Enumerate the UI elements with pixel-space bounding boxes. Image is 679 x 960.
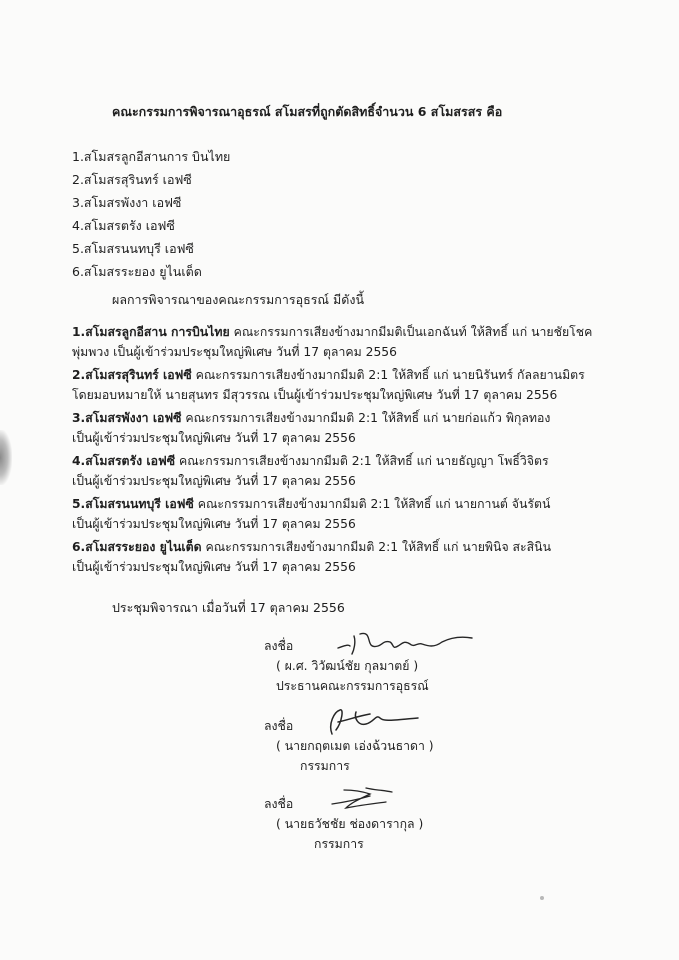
result-text-continued: โดยมอบหมายให้ นายสุนทร มีสุวรรณ เป็นผู้เข้าร่วมประชุมใหญ่พิเศษ วันที่ 17 ตุลาคม 2556 <box>72 388 558 402</box>
sign-label: ลงชื่อ <box>264 797 294 811</box>
result-club: 6.สโมสรระยอง ยูไนเต็ด <box>72 540 202 554</box>
scan-margin-shadow <box>0 430 12 485</box>
list-item: 6.สโมสรระยอง ยูไนเต็ด <box>72 264 202 279</box>
scan-speck <box>540 896 544 900</box>
sign-label: ลงชื่อ <box>264 719 294 733</box>
result-text: คณะกรรมการเสียงข้างมากมีมติ 2:1 ให้สิทธิ์ แก่ นายนิรันทร์ กัลลยานมิตร <box>195 368 585 382</box>
signature-block-member-2 <box>264 794 423 854</box>
list-item: 2.สโมสรสุรินทร์ เอฟซี <box>72 172 192 187</box>
results-intro: ผลการพิจารณาของคณะกรรมการอุธรณ์ มีดังนี้ <box>112 292 364 307</box>
signature-block-member-1 <box>264 716 434 776</box>
result-club: 3.สโมสรพังงา เอฟซี <box>72 411 182 425</box>
result-text: คณะกรรมการเสียงข้างมากมีมติ 2:1 ให้สิทธิ์ แก่ นายพินิจ สะสินิน <box>205 540 551 554</box>
result-club: 2.สโมสรสุรินทร์ เอฟซี <box>72 368 192 382</box>
signatory-title: กรรมการ <box>314 837 364 851</box>
result-text-continued: เป็นผู้เข้าร่วมประชุมใหญ่พิเศษ วันที่ 17 ตุลาคม 2556 <box>72 474 356 488</box>
result-text: คณะกรรมการเสียงข้างมากมีมติ 2:1 ให้สิทธิ์ แก่ นายธัญญา โพธิ์วิจิตร <box>179 454 549 468</box>
sign-label: ลงชื่อ <box>264 639 294 653</box>
result-item <box>72 322 672 362</box>
result-club: 5.สโมสรนนทบุรี เอฟซี <box>72 497 194 511</box>
club-list <box>72 145 230 283</box>
result-item <box>72 537 672 577</box>
list-item: 4.สโมสรตรัง เอฟซี <box>72 218 175 233</box>
handwritten-signature <box>318 704 428 738</box>
signatory-name: ( นายธวัชชัย ช่องดารากุล ) <box>276 817 424 831</box>
list-item: 5.สโมสรนนทบุรี เอฟซี <box>72 241 194 256</box>
signatory-title: กรรมการ <box>300 759 350 773</box>
result-club: 4.สโมสรตรัง เอฟซี <box>72 454 176 468</box>
signatory-name: ( ผ.ศ. วิวัฒน์ชัย กุลมาตย์ ) <box>276 659 419 673</box>
result-item <box>72 451 672 491</box>
result-item <box>72 365 672 405</box>
results-list <box>72 322 672 580</box>
list-item: 1.สโมสรลูกอีสานการ บินไทย <box>72 149 231 164</box>
handwritten-signature <box>334 626 474 660</box>
meeting-date: ประชุมพิจารณา เมื่อวันที่ 17 ตุลาคม 2556 <box>112 600 345 615</box>
result-item <box>72 494 672 534</box>
result-club: 1.สโมสรลูกอีสาน การบินไทย <box>72 325 230 339</box>
list-item: 3.สโมสรพังงา เอฟซี <box>72 195 182 210</box>
document-heading: คณะกรรมการพิจารณาอุธรณ์ สโมสรที่ถูกตัดสิทธิ์จำนวน 6 สโมสรสร คือ <box>112 104 503 119</box>
signatory-name: ( นายกฤตเมต เอ่งฉ้วนธาดา ) <box>276 739 434 753</box>
handwritten-signature <box>326 784 416 814</box>
result-text: คณะกรรมการเสียงข้างมากมีมติ 2:1 ให้สิทธิ์ แก่ นายก่อแก้ว พิกุลทอง <box>185 411 551 425</box>
result-text: คณะกรรมการเสียงข้างมากมีมติ 2:1 ให้สิทธิ์ แก่ นายกานต์ จันรัตน์ <box>197 497 551 511</box>
result-text-continued: พุ่มพวง เป็นผู้เข้าร่วมประชุมใหญ่พิเศษ วันที่ 17 ตุลาคม 2556 <box>72 345 397 359</box>
result-text: คณะกรรมการเสียงข้างมากมีมติเป็นเอกฉันท์ ให้สิทธิ์ แก่ นายชัยโชค <box>233 325 593 339</box>
signature-block-chairman <box>264 636 429 696</box>
signatory-title: ประธานคณะกรรมการอุธรณ์ <box>276 679 429 693</box>
result-text-continued: เป็นผู้เข้าร่วมประชุมใหญ่พิเศษ วันที่ 17 ตุลาคม 2556 <box>72 517 356 531</box>
result-text-continued: เป็นผู้เข้าร่วมประชุมใหญ่พิเศษ วันที่ 17 ตุลาคม 2556 <box>72 560 356 574</box>
result-item <box>72 408 672 448</box>
result-text-continued: เป็นผู้เข้าร่วมประชุมใหญ่พิเศษ วันที่ 17 ตุลาคม 2556 <box>72 431 356 445</box>
